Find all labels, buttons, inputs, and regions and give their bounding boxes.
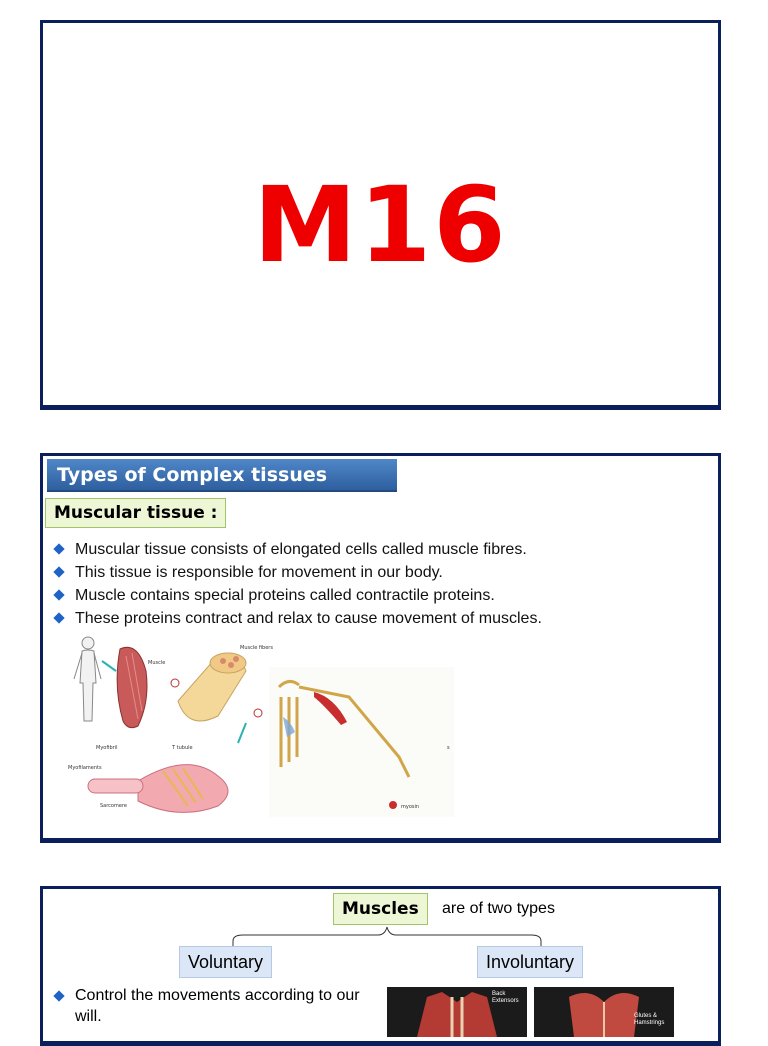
label-myofilaments: Myofilaments — [68, 765, 102, 771]
type-involuntary: Involuntary — [477, 946, 583, 978]
blue-diamond-icon — [53, 990, 64, 1001]
slide-muscle-types — [40, 886, 721, 1046]
arm-skeleton-image — [269, 667, 454, 817]
label-glutes: Glutes & Hamstrings — [634, 1013, 665, 1026]
muscle-anatomy-diagram — [68, 631, 273, 831]
tree-brace — [43, 889, 724, 959]
subheading-label: Muscular tissue : — [45, 498, 226, 528]
bullet-list — [51, 985, 371, 1027]
bullet-list — [51, 538, 542, 630]
slide-heading: Types of Complex tissues — [47, 459, 397, 492]
back-muscles-image — [387, 987, 527, 1037]
type-voluntary: Voluntary — [179, 946, 272, 978]
bullet-item — [51, 538, 542, 561]
blue-diamond-icon — [53, 612, 64, 623]
myofibril-shape — [138, 765, 228, 813]
bullet-text: Control the movements according to our will. — [75, 987, 360, 1025]
slide-muscular-tissue — [40, 453, 721, 843]
glutes-drawing — [534, 987, 674, 1037]
bullet-item — [51, 584, 542, 607]
glutes-image — [534, 987, 674, 1037]
bullet-item — [51, 561, 542, 584]
bullet-text: Muscle contains special proteins called contractile proteins. — [75, 587, 495, 604]
bullet-text: These proteins contract and relax to cause movement of muscles. — [75, 610, 542, 627]
muscles-root-note: are of two types — [442, 900, 555, 917]
label-sarcomere: Sarcomere — [100, 803, 127, 809]
bullet-text: Muscular tissue consists of elongated cells called muscle fibres. — [75, 541, 527, 558]
bullet-text: This tissue is responsible for movement in our body. — [75, 564, 443, 581]
blue-diamond-icon — [53, 566, 64, 577]
label-myofibril: Myofibril — [96, 745, 118, 751]
slide-title — [40, 20, 721, 410]
label-back-extensors: Back Extensors — [492, 991, 519, 1004]
slide-code: M16 — [253, 164, 508, 286]
bullet-item — [51, 985, 371, 1027]
blue-diamond-icon — [53, 589, 64, 600]
label-edge-s: s — [447, 745, 450, 751]
muscles-root-label: Muscles — [333, 893, 428, 925]
blue-diamond-icon — [53, 543, 64, 554]
label-t-tubule: T tubule — [172, 745, 193, 751]
label-muscle: Muscle — [148, 660, 166, 666]
bullet-item — [51, 607, 542, 630]
label-myosin: myosin — [401, 804, 420, 810]
human-figure-icon — [74, 637, 101, 721]
arm-skeleton-drawing — [269, 667, 454, 817]
label-muscle-fibers: Muscle fibers — [240, 645, 273, 651]
